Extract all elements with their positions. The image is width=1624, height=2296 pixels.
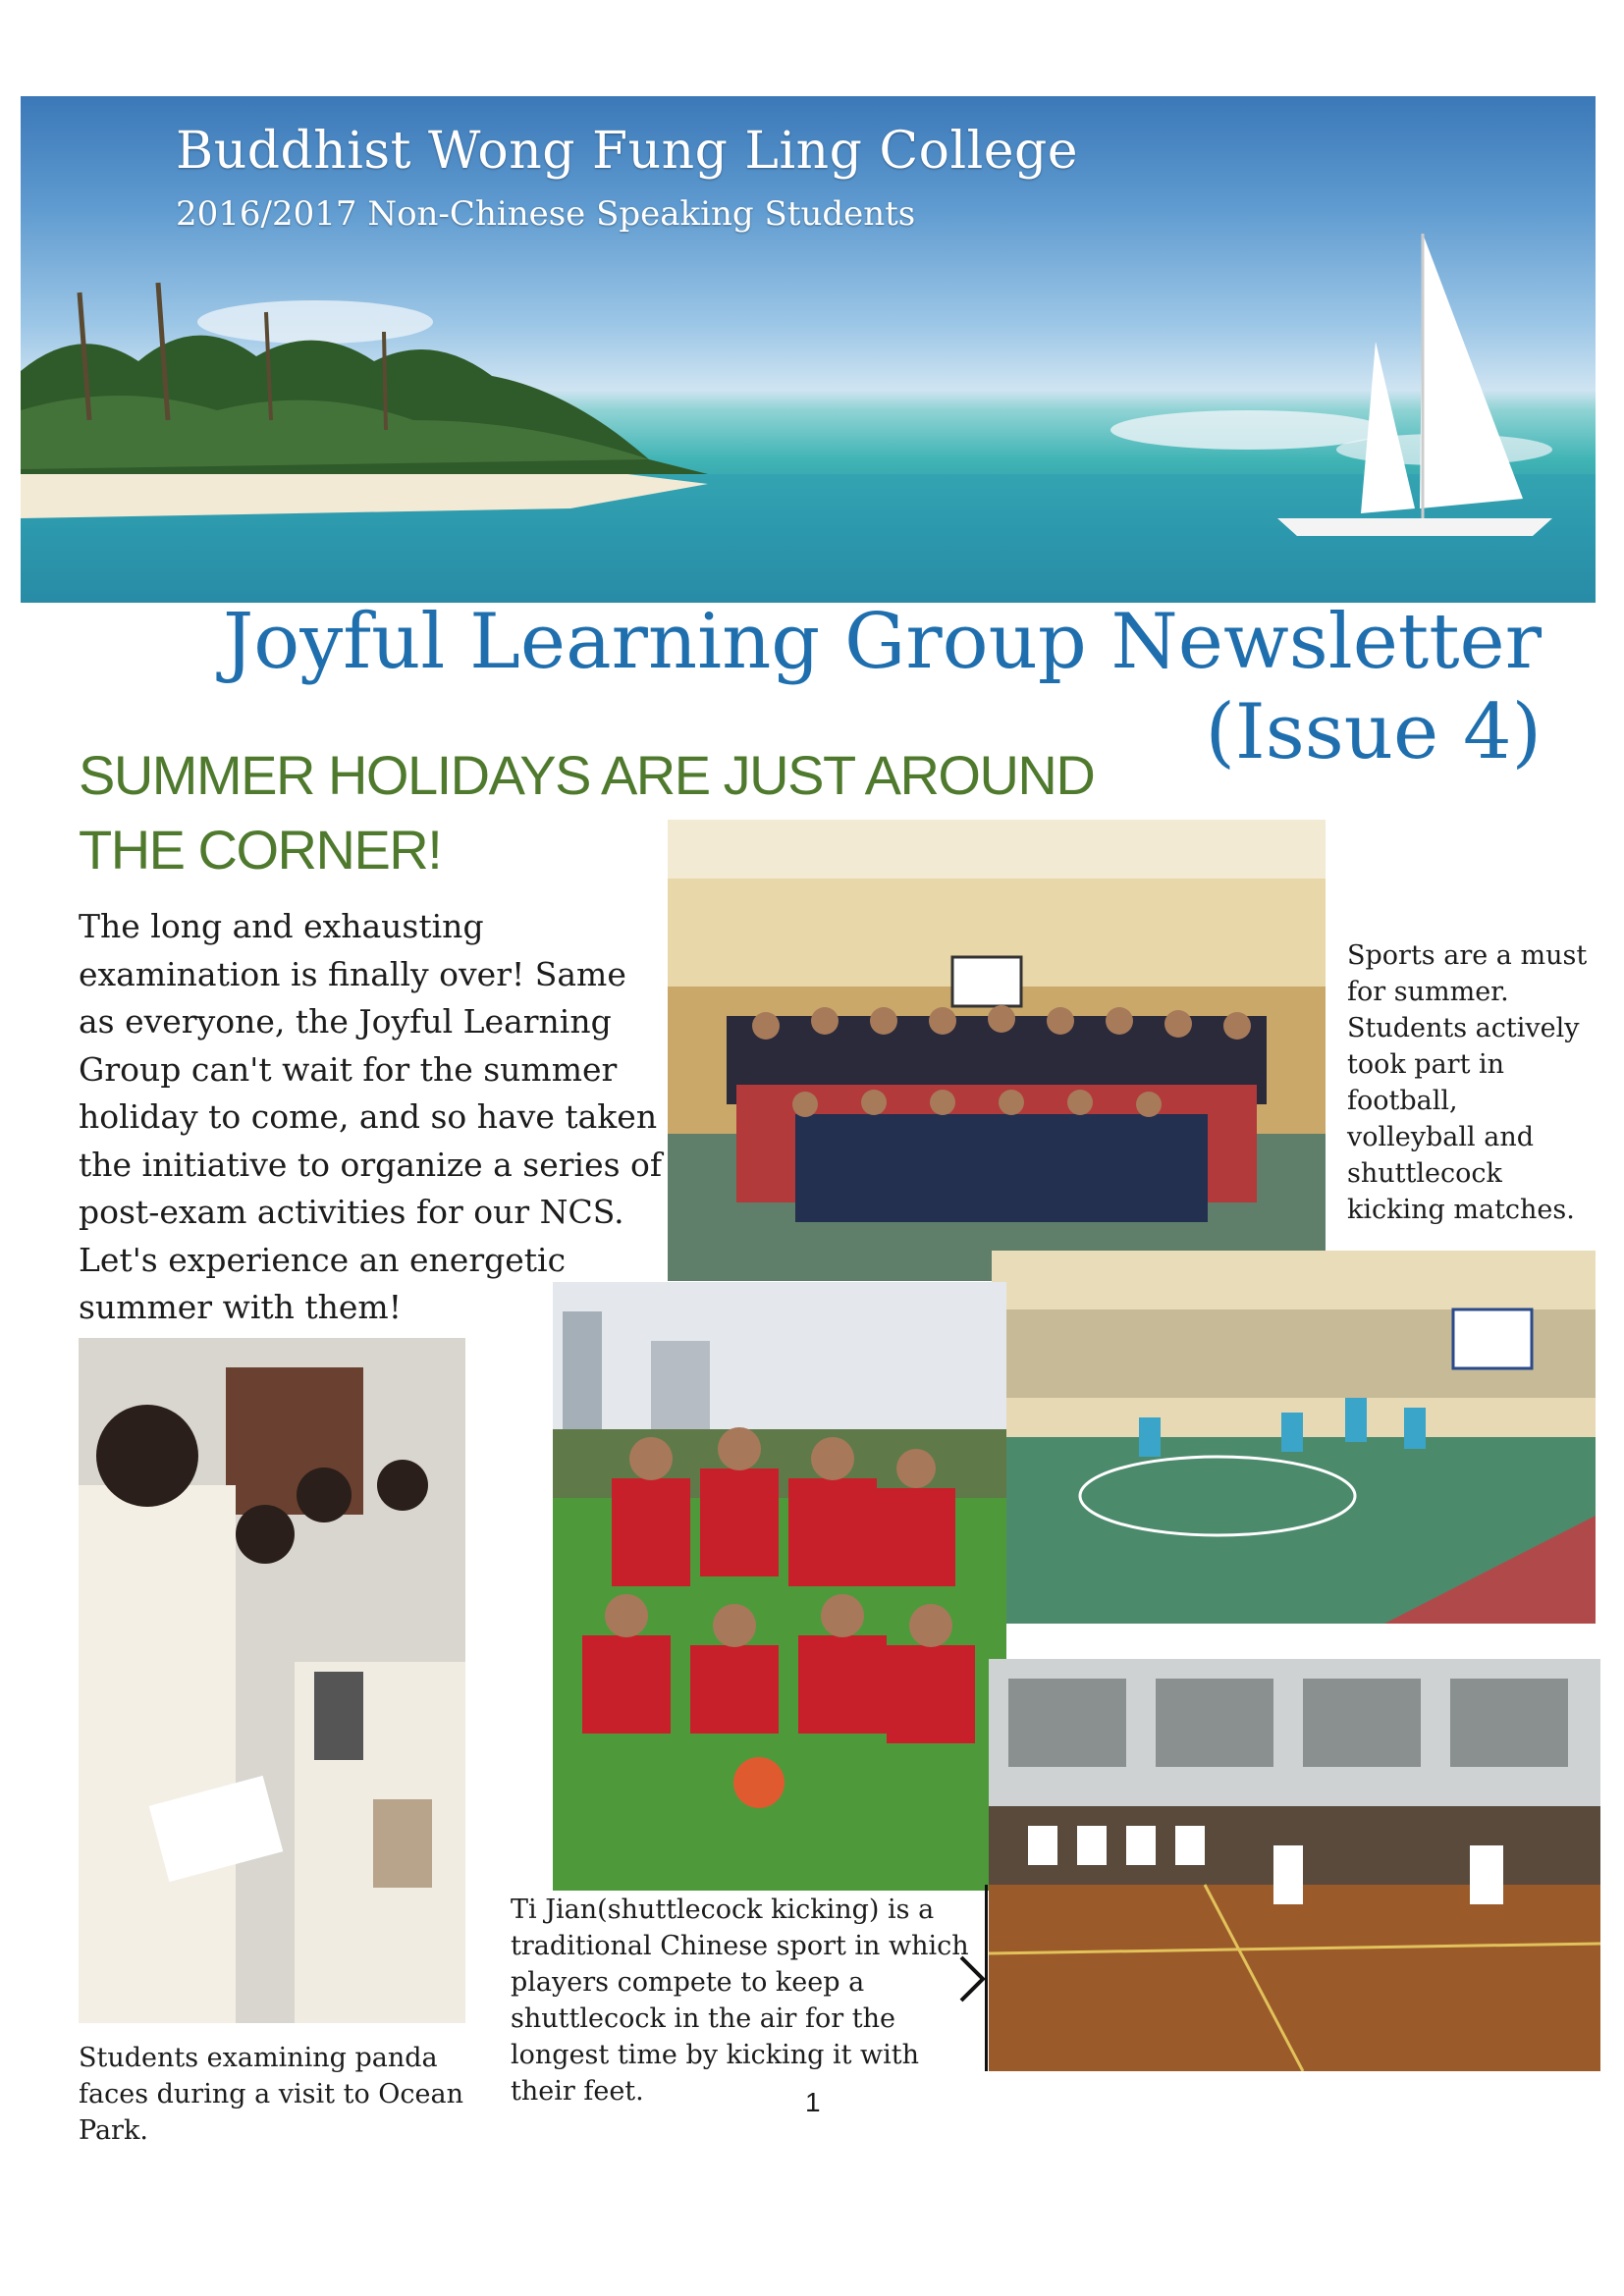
page-number: 1: [805, 2087, 821, 2117]
tijian-caption: Ti Jian(shuttlecock kicking) is a traditional Chinese sport in which players compete to keep a shuttlecock in the air for the longest time by kicking it with their feet.: [511, 1895, 969, 2107]
banner-subtitle: 2016/2017 Non-Chinese Speaking Students: [176, 194, 916, 234]
shuttlecock-kicking-hall-photo: [989, 1659, 1600, 2071]
football-team-group-photo: [668, 820, 1326, 1281]
school-name: Buddhist Wong Fung Ling College: [176, 122, 1079, 181]
students-microscope-lab-photo: [79, 1338, 465, 2023]
newsletter-title: Joyful Learning Group Newsletter: [223, 598, 1542, 686]
article-intro: The long and exhausting examination is finally over! Same as everyone, the Joyful Learning Group can't wait for the summer holiday to come, and so have taken the initiative to organize a series of post-exam activities for our NCS. Let's experience an energetic summer with them!: [79, 907, 663, 1326]
sports-caption: Sports are a must for summer. Students actively took part in football, volleyball and shuttlecock kicking matches.: [1347, 940, 1588, 1225]
indoor-volleyball-match-photo: [992, 1251, 1596, 1624]
football-players-on-pitch-photo: [553, 1282, 1006, 1891]
issue-label: (Issue 4): [1205, 688, 1542, 776]
article-headline: SUMMER HOLIDAYS ARE JUST AROUND THE CORNER!: [79, 744, 1095, 881]
banner-image: [21, 96, 1596, 603]
panda-caption: Students examining panda faces during a visit to Ocean Park.: [79, 2043, 464, 2146]
